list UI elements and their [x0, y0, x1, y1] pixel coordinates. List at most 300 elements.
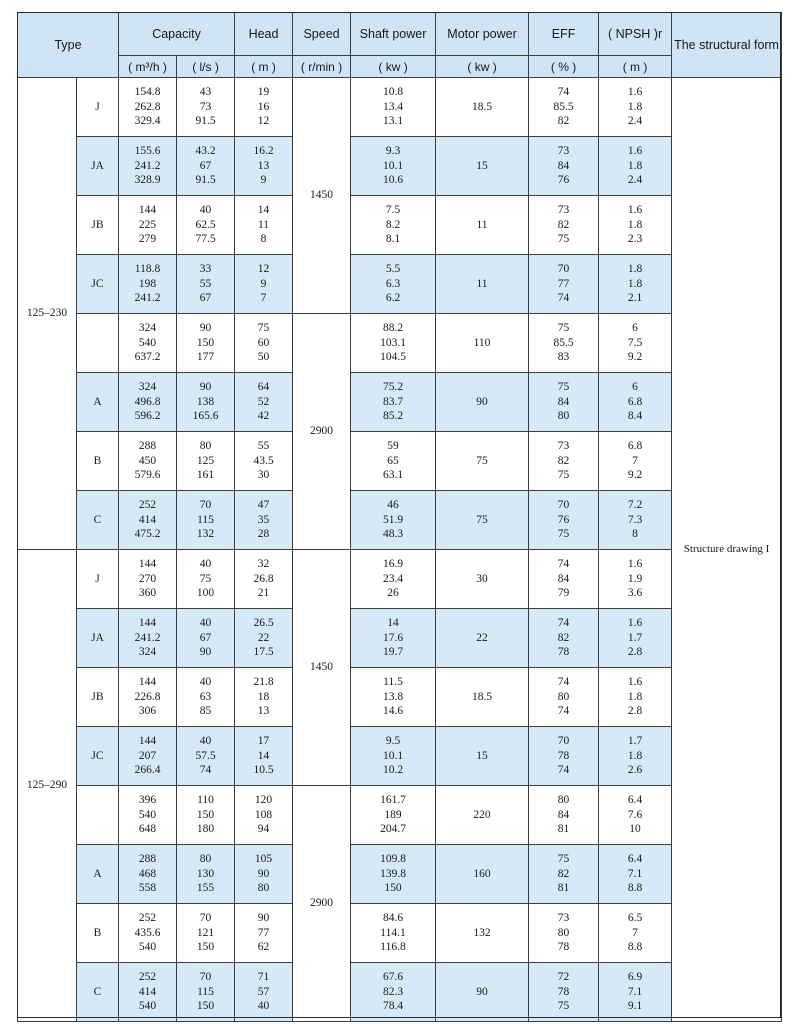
capacity-ls-cell	[177, 727, 235, 786]
head-header: Head	[235, 13, 293, 56]
capacity-ls-cell-value: 165.6	[192, 410, 219, 423]
head-cell	[235, 373, 293, 432]
npsh-cell	[599, 609, 672, 668]
eff-cell	[529, 727, 599, 786]
capacity-m3h-cell-value: 414	[138, 513, 157, 526]
capacity-m3h-cell-value: 540	[138, 1000, 157, 1013]
head-cell	[235, 727, 293, 786]
npsh-cell-value: 7.5	[627, 336, 643, 349]
capacity-m3h-cell-value: 252	[138, 912, 157, 925]
shaft-power-cell	[351, 727, 436, 786]
shaft-power-cell-value: 19.7	[382, 646, 404, 659]
table-row	[18, 786, 782, 845]
shaft-power-cell	[351, 550, 436, 609]
eff-cell-value: 75	[557, 853, 570, 866]
capacity-m3h-cell-value: 144	[138, 558, 157, 571]
capacity-ls-cell	[177, 963, 235, 1022]
capacity-ls-cell	[177, 432, 235, 491]
eff-cell-value: 75	[557, 381, 570, 394]
type-cell: 125–230	[18, 78, 77, 550]
capacity-m3h-cell	[119, 491, 177, 550]
speed-cell: 2900	[293, 786, 351, 1022]
shaft-power-cell-value: 65	[387, 454, 399, 467]
shaft-power-cell-value: 83.7	[382, 395, 404, 408]
head-cell-value: 28	[257, 528, 270, 541]
shaft-power-cell	[351, 786, 436, 845]
head-cell	[235, 78, 293, 137]
head-cell-value: 19	[257, 86, 270, 99]
head-cell	[235, 845, 293, 904]
capacity-m3h-cell-value: 648	[138, 823, 157, 836]
capacity-m3h-cell-value: 324	[138, 322, 157, 335]
capacity-ls-cell-value: 70	[199, 971, 212, 984]
subtype-cell: J	[77, 550, 119, 609]
eff-cell-value: 73	[557, 440, 570, 453]
npsh-cell-value: 6.4	[627, 853, 643, 866]
capacity-m3h-cell	[119, 255, 177, 314]
shaft-power-cell-value: 104.5	[380, 351, 406, 364]
subtype-cell: C	[77, 491, 119, 550]
head-cell-value: 12	[257, 263, 270, 276]
eff-cell-value: 72	[557, 971, 570, 984]
capacity-ls-cell-value: 73	[199, 100, 212, 113]
head-cell	[235, 491, 293, 550]
shaft-power-cell-value: 10.1	[382, 749, 404, 762]
npsh-cell-value: 1.6	[627, 558, 643, 571]
head-cell-value: 26.8	[253, 572, 274, 585]
table-row	[18, 137, 782, 196]
head-cell-value: 32	[257, 558, 270, 571]
head-cell-value: 62	[257, 941, 270, 954]
npsh-cell-value: 1.8	[627, 218, 643, 231]
eff-cell	[529, 314, 599, 373]
head-cell	[235, 904, 293, 963]
head-cell	[235, 963, 293, 1022]
shaft-power-cell	[351, 432, 436, 491]
capacity-ls-cell-value: 33	[199, 263, 212, 276]
shaft-power-cell-value: 10.2	[382, 764, 404, 777]
shaft-power-cell-value: 82.3	[382, 985, 404, 998]
capacity-m3h-cell-value: 241.2	[134, 159, 161, 172]
table-row	[18, 904, 782, 963]
npsh-cell	[599, 904, 672, 963]
shaft-power-cell-value: 14	[387, 617, 399, 630]
eff-cell-value: 82	[557, 218, 570, 231]
npsh-cell	[599, 491, 672, 550]
shaft-power-cell-value: 8.2	[385, 218, 401, 231]
head-cell-value: 35	[257, 513, 270, 526]
capacity-ls-cell	[177, 196, 235, 255]
eff-cell-value: 78	[557, 646, 570, 659]
npsh-cell-value: 1.8	[627, 159, 643, 172]
eff-cell-value: 75	[557, 233, 570, 246]
shaft-power-cell	[351, 609, 436, 668]
shaft-power-cell	[351, 314, 436, 373]
eff-cell-value: 74	[557, 292, 570, 305]
npsh-cell-value: 1.8	[627, 100, 643, 113]
speed-cell: 1450	[293, 550, 351, 786]
capacity-m3h-cell-value: 558	[138, 882, 157, 895]
capacity-m3h-cell-value: 154.8	[134, 86, 161, 99]
npsh-cell-value: 6.8	[627, 395, 643, 408]
shaft-power-cell-value: 51.9	[382, 513, 404, 526]
shaft-power-cell-value: 150	[384, 882, 402, 895]
eff-cell	[529, 609, 599, 668]
eff-cell-value: 76	[557, 513, 570, 526]
npsh-cell	[599, 550, 672, 609]
head-cell-value: 13	[257, 705, 270, 718]
shaft-power-cell-value: 17.6	[382, 631, 404, 644]
capacity-ls-cell-value: 121	[196, 926, 215, 939]
capacity-ls-cell-value: 67	[199, 159, 212, 172]
capacity-m3h-cell-value: 241.2	[134, 631, 161, 644]
speed-cell: 2900	[293, 314, 351, 550]
capacity-m3h-cell	[119, 550, 177, 609]
head-cell-value: 52	[257, 395, 270, 408]
npsh-cell	[599, 845, 672, 904]
capacity-m3h-cell	[119, 609, 177, 668]
eff-cell-value: 75	[557, 528, 570, 541]
motor-power-cell: 75	[436, 491, 529, 550]
npsh-cell-value: 1.6	[627, 145, 643, 158]
table-row	[18, 78, 782, 137]
head-cell-value: 60	[257, 336, 270, 349]
capacity-ls-cell-value: 90	[199, 322, 212, 335]
head-cell-value: 43.5	[253, 454, 274, 467]
subtype-cell: JB	[77, 668, 119, 727]
npsh-cell-value: 6	[632, 381, 638, 394]
type-cell: 125–290	[18, 550, 77, 1022]
table-row	[18, 432, 782, 491]
npsh-cell-value: 6.8	[627, 440, 643, 453]
head-cell-value: 9	[260, 277, 267, 290]
capacity-m3h-cell-value: 468	[138, 867, 157, 880]
npsh-cell-value: 1.8	[627, 749, 643, 762]
capacity-ls-cell-value: 177	[196, 351, 215, 364]
shaft-power-cell-value: 116.8	[380, 941, 406, 954]
capacity-m3h-cell	[119, 373, 177, 432]
eff-cell-value: 74	[557, 705, 570, 718]
head-cell-value: 18	[257, 690, 270, 703]
head-cell-value: 10.5	[253, 764, 274, 777]
capacity-m3h-cell-value: 118.8	[134, 263, 161, 276]
shaft-power-cell	[351, 196, 436, 255]
npsh-cell-value: 2.3	[627, 233, 643, 246]
capacity-m3h-cell-value: 155.6	[134, 145, 161, 158]
eff-cell-value: 80	[557, 410, 570, 423]
head-cell	[235, 196, 293, 255]
head-cell-value: 80	[257, 882, 270, 895]
npsh-header: ( NPSH )r	[599, 13, 672, 56]
shaft-power-cell-value: 48.3	[382, 528, 404, 541]
head-cell-value: 14	[257, 204, 270, 217]
capacity-ls-cell-value: 150	[196, 808, 215, 821]
eff-cell-value: 76	[557, 174, 570, 187]
npsh-cell	[599, 963, 672, 1022]
capacity-m3h-cell-value: 324	[138, 646, 157, 659]
npsh-cell-value: 2.4	[627, 174, 643, 187]
head-cell-value: 90	[257, 912, 270, 925]
motor-power-header: Motor power	[436, 13, 529, 56]
subtype-cell: JB	[77, 196, 119, 255]
subtype-cell: JA	[77, 609, 119, 668]
capacity-ls-cell-value: 40	[199, 558, 212, 571]
table-row	[18, 845, 782, 904]
capacity-ls-cell-value: 138	[196, 395, 215, 408]
eff-cell-value: 74	[557, 86, 570, 99]
table-row	[18, 963, 782, 1022]
capacity-ls-cell	[177, 373, 235, 432]
capacity-ls-cell-value: 150	[196, 336, 215, 349]
motor-power-cell: 11	[436, 196, 529, 255]
capacity-m3h-cell-value: 360	[138, 587, 157, 600]
capacity-ls-cell-value: 180	[196, 823, 215, 836]
head-cell-value: 108	[254, 808, 273, 821]
capacity-ls-cell-value: 55	[199, 277, 212, 290]
capacity-m3h-cell-value: 435.6	[134, 926, 161, 939]
type-header: Type	[18, 13, 119, 78]
npsh-cell-value: 2.6	[627, 764, 643, 777]
npsh-cell-value: 8.8	[627, 882, 643, 895]
subtype-cell	[77, 314, 119, 373]
capacity-ls-cell-value: 161	[196, 469, 215, 482]
head-cell-value: 57	[257, 985, 270, 998]
eff-cell-value: 82	[557, 631, 570, 644]
head-cell-value: 105	[254, 853, 273, 866]
subtype-cell	[77, 786, 119, 845]
eff-cell-value: 70	[557, 499, 570, 512]
table-row	[18, 491, 782, 550]
units-row	[18, 56, 782, 78]
capacity-ls-cell-value: 43	[199, 86, 212, 99]
capacity-m3h-cell-value: 328.9	[134, 174, 161, 187]
capacity-unit-ls: ( l/s )	[177, 56, 235, 78]
capacity-ls-cell-value: 100	[196, 587, 215, 600]
capacity-m3h-cell-value: 540	[138, 808, 157, 821]
capacity-ls-cell	[177, 609, 235, 668]
motor-power-cell: 22	[436, 609, 529, 668]
shaft-power-cell-value: 13.8	[382, 690, 404, 703]
eff-cell-value: 83	[557, 351, 570, 364]
capacity-m3h-cell	[119, 904, 177, 963]
shaft-power-cell-value: 9.3	[385, 145, 401, 158]
capacity-m3h-cell-value: 450	[138, 454, 157, 467]
eff-cell	[529, 373, 599, 432]
shaft-power-cell-value: 11.5	[383, 676, 403, 689]
npsh-cell-value: 1.8	[627, 263, 643, 276]
subtype-cell: B	[77, 904, 119, 963]
eff-unit: ( % )	[529, 56, 599, 78]
capacity-ls-cell-value: 43.2	[195, 145, 216, 158]
motor-power-unit: ( kw )	[436, 56, 529, 78]
npsh-cell	[599, 78, 672, 137]
head-cell-value: 9	[260, 174, 267, 187]
eff-cell-value: 75	[557, 469, 570, 482]
capacity-m3h-cell-value: 266.4	[134, 764, 161, 777]
capacity-m3h-cell	[119, 845, 177, 904]
head-cell-value: 12	[257, 115, 270, 128]
capacity-ls-cell-value: 63	[199, 690, 212, 703]
capacity-ls-cell	[177, 255, 235, 314]
subtype-cell: C	[77, 963, 119, 1022]
speed-header: Speed	[293, 13, 351, 56]
shaft-power-cell-value: 13.1	[382, 115, 404, 128]
shaft-power-cell	[351, 255, 436, 314]
head-cell-value: 50	[257, 351, 270, 364]
capacity-header: Capacity	[119, 13, 235, 56]
head-cell-value: 77	[257, 926, 270, 939]
eff-cell	[529, 904, 599, 963]
capacity-ls-cell	[177, 137, 235, 196]
head-cell-value: 21	[257, 587, 270, 600]
npsh-cell-value: 6	[632, 322, 638, 335]
head-cell	[235, 255, 293, 314]
capacity-ls-cell-value: 80	[199, 440, 212, 453]
capacity-ls-cell-value: 115	[197, 985, 214, 998]
capacity-m3h-cell-value: 306	[138, 705, 157, 718]
npsh-cell	[599, 727, 672, 786]
eff-cell-value: 78	[557, 941, 570, 954]
capacity-ls-cell-value: 125	[196, 454, 215, 467]
eff-cell-value: 84	[557, 808, 570, 821]
table-row	[18, 668, 782, 727]
capacity-m3h-cell	[119, 786, 177, 845]
npsh-cell-value: 8.8	[627, 941, 643, 954]
npsh-cell	[599, 314, 672, 373]
eff-cell-value: 79	[557, 587, 570, 600]
capacity-ls-cell-value: 67	[199, 292, 212, 305]
eff-cell	[529, 137, 599, 196]
eff-cell-value: 82	[557, 115, 570, 128]
head-cell-value: 14	[257, 749, 270, 762]
capacity-m3h-cell	[119, 78, 177, 137]
structural-form-header: The structural form	[672, 13, 782, 78]
capacity-unit-m3h: ( m³/h )	[119, 56, 177, 78]
capacity-ls-cell-value: 115	[197, 513, 214, 526]
head-cell-value: 75	[257, 322, 270, 335]
eff-cell-value: 78	[557, 985, 570, 998]
capacity-ls-cell-value: 155	[196, 882, 215, 895]
capacity-ls-cell-value: 80	[199, 853, 212, 866]
shaft-power-header: Shaft power	[351, 13, 436, 56]
table-row	[18, 373, 782, 432]
npsh-cell-value: 7.2	[627, 499, 643, 512]
eff-cell-value: 84	[557, 159, 570, 172]
shaft-power-cell-value: 204.7	[380, 823, 406, 836]
npsh-cell-value: 7.3	[627, 513, 643, 526]
subtype-cell: A	[77, 373, 119, 432]
capacity-ls-cell-value: 70	[199, 912, 212, 925]
head-cell-value: 40	[257, 1000, 270, 1013]
npsh-cell	[599, 255, 672, 314]
capacity-m3h-cell-value: 329.4	[134, 115, 161, 128]
capacity-ls-cell-value: 70	[199, 499, 212, 512]
eff-header: EFF	[529, 13, 599, 56]
eff-cell-value: 75	[557, 322, 570, 335]
subtype-cell: B	[77, 432, 119, 491]
capacity-ls-cell-value: 132	[196, 528, 215, 541]
capacity-ls-cell	[177, 550, 235, 609]
capacity-ls-cell-value: 110	[197, 794, 214, 807]
eff-cell-value: 74	[557, 676, 570, 689]
npsh-cell-value: 8.4	[627, 410, 643, 423]
capacity-ls-cell-value: 74	[199, 764, 212, 777]
capacity-m3h-cell-value: 144	[138, 676, 157, 689]
npsh-cell-value: 1.8	[627, 690, 643, 703]
npsh-cell-value: 9.1	[627, 1000, 643, 1013]
npsh-cell-value: 1.7	[627, 631, 643, 644]
capacity-m3h-cell-value: 241.2	[134, 292, 161, 305]
motor-power-cell: 132	[436, 904, 529, 963]
head-cell	[235, 668, 293, 727]
capacity-m3h-cell-value: 540	[138, 941, 157, 954]
shaft-power-cell-value: 114.1	[380, 926, 406, 939]
capacity-m3h-cell-value: 396	[138, 794, 157, 807]
npsh-cell	[599, 137, 672, 196]
shaft-power-cell	[351, 963, 436, 1022]
eff-cell-value: 82	[557, 454, 570, 467]
npsh-cell-value: 6.4	[627, 794, 643, 807]
shaft-power-cell-value: 109.8	[380, 853, 406, 866]
capacity-m3h-cell	[119, 137, 177, 196]
capacity-m3h-cell-value: 252	[138, 499, 157, 512]
capacity-ls-cell-value: 90	[199, 381, 212, 394]
capacity-ls-cell	[177, 786, 235, 845]
eff-cell-value: 82	[557, 867, 570, 880]
motor-power-cell: 15	[436, 727, 529, 786]
eff-cell-value: 78	[557, 749, 570, 762]
speed-cell: 1450	[293, 78, 351, 314]
head-unit: ( m )	[235, 56, 293, 78]
head-cell-value: 55	[257, 440, 270, 453]
motor-power-cell: 18.5	[436, 78, 529, 137]
eff-cell	[529, 255, 599, 314]
eff-cell	[529, 668, 599, 727]
capacity-m3h-cell-value: 596.2	[134, 410, 161, 423]
eff-cell-value: 73	[557, 145, 570, 158]
shaft-power-cell-value: 78.4	[382, 1000, 404, 1013]
motor-power-cell: 90	[436, 963, 529, 1022]
head-cell-value: 42	[257, 410, 270, 423]
capacity-ls-cell	[177, 491, 235, 550]
subtype-cell: JA	[77, 137, 119, 196]
shaft-power-unit: ( kw )	[351, 56, 436, 78]
eff-cell-value: 85.5	[553, 336, 574, 349]
head-cell-value: 94	[257, 823, 270, 836]
capacity-ls-cell	[177, 78, 235, 137]
npsh-cell	[599, 432, 672, 491]
npsh-unit: ( m )	[599, 56, 672, 78]
motor-power-cell: 160	[436, 845, 529, 904]
shaft-power-cell-value: 7.5	[385, 204, 401, 217]
npsh-cell-value: 1.9	[627, 572, 643, 585]
eff-cell-value: 70	[557, 735, 570, 748]
shaft-power-cell	[351, 491, 436, 550]
head-cell	[235, 432, 293, 491]
capacity-ls-cell-value: 62.5	[195, 218, 216, 231]
shaft-power-cell-value: 10.1	[382, 159, 404, 172]
eff-cell-value: 70	[557, 263, 570, 276]
head-cell	[235, 550, 293, 609]
npsh-cell-value: 9.2	[627, 351, 643, 364]
table-row	[18, 609, 782, 668]
head-cell-value: 90	[257, 867, 270, 880]
eff-cell	[529, 491, 599, 550]
shaft-power-cell	[351, 668, 436, 727]
npsh-cell-value: 7.1	[627, 985, 643, 998]
table-row	[18, 196, 782, 255]
head-cell-value: 13	[257, 159, 270, 172]
